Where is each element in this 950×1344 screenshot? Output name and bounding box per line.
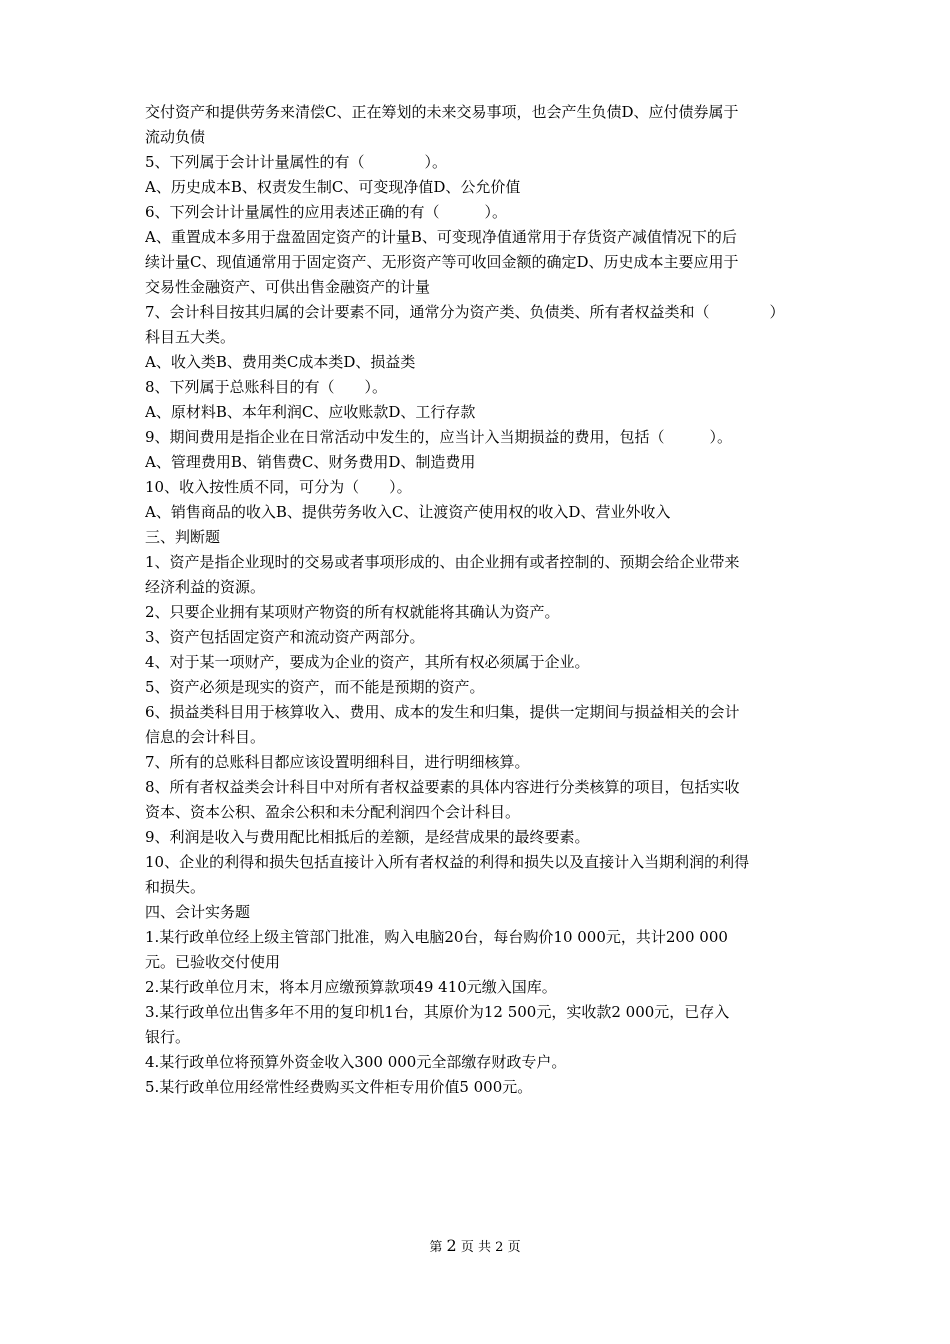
text-line: 1.某行政单位经上级主管部门批准，购入电脑20台，每台购价10 000元，共计200 000 (145, 928, 728, 946)
text-line: 5、下列属于会计计量属性的有（ ）。 (145, 153, 448, 171)
text-line: 5.某行政单位用经常性经费购买文件柜专用价值5 000元。 (145, 1078, 533, 1096)
text-line: A、管理费用B、销售费C、财务费用D、制造费用 (145, 453, 476, 471)
text-line: 3.某行政单位出售多年不用的复印机1台，其原价为12 500元，实收款2 000元，已存入 (145, 1003, 730, 1021)
text-line: 10、企业的利得和损失包括直接计入所有者权益的利得和损失以及直接计入当期利润的利得 (145, 853, 750, 871)
text-line: 7、所有的总账科目都应该设置明细科目，进行明细核算。 (145, 753, 530, 771)
text-line: 8、下列属于总账科目的有（ ）。 (145, 378, 388, 396)
text-line: 9、利润是收入与费用配比相抵后的差额，是经营成果的最终要素。 (145, 828, 590, 846)
footer-prefix: 第 (429, 1240, 443, 1255)
text-line: A、销售商品的收入B、提供劳务收入C、让渡资产使用权的收入D、营业外收入 (145, 503, 671, 521)
text-line: 1、资产是指企业现时的交易或者事项形成的、由企业拥有或者控制的、预期会给企业带来 (145, 553, 740, 571)
text-line: 3、资产包括固定资产和流动资产两部分。 (145, 628, 425, 646)
text-line: A、历史成本B、权责发生制C、可变现净值D、公允价值 (145, 178, 521, 196)
text-line: A、原材料B、本年利润C、应收账款D、工行存款 (145, 403, 476, 421)
text-line: 流动负债 (145, 128, 206, 146)
text-line: 科目五大类。 (145, 328, 236, 346)
text-line: 经济利益的资源。 (145, 578, 266, 596)
text-line: 信息的会计科目。 (145, 728, 266, 746)
text-line: 2.某行政单位月末，将本月应缴预算款项49 410元缴入国库。 (145, 978, 557, 996)
text-line: 4、对于某一项财产，要成为企业的资产，其所有权必须属于企业。 (145, 653, 590, 671)
text-line: 9、期间费用是指企业在日常活动中发生的，应当计入当期损益的费用，包括（ ）。 (145, 428, 733, 446)
text-line: 交易性金融资产、可供出售金融资产的计量 (145, 278, 431, 296)
text-line: 资本、资本公积、盈余公积和未分配利润四个会计科目。 (145, 803, 521, 821)
text-line: 4.某行政单位将预算外资金收入300 000元全部缴存财政专户。 (145, 1053, 567, 1071)
text-line: 7、会计科目按其归属的会计要素不同，通常分为资产类、负债类、所有者权益类和（ ） (145, 303, 785, 321)
text-line: 6、损益类科目用于核算收入、费用、成本的发生和归集，提供一定期间与损益相关的会计 (145, 703, 740, 721)
text-line: 三、判断题 (145, 528, 221, 546)
text-line: 2、只要企业拥有某项财产物资的所有权就能将其确认为资产。 (145, 603, 560, 621)
footer-suffix: 页 (507, 1240, 521, 1255)
text-line: 8、所有者权益类会计科目中对所有者权益要素的具体内容进行分类核算的项目，包括实收 (145, 778, 740, 796)
text-line: A、收入类B、费用类C成本类D、损益类 (145, 353, 416, 371)
text-line: A、重置成本多用于盘盈固定资产的计量B、可变现净值通常用于存货资产减值情况下的后 (145, 228, 737, 246)
document-body (145, 100, 810, 1100)
text-line: 元。已验收交付使用 (145, 953, 281, 971)
page-footer (0, 1236, 950, 1258)
text-line: 10、收入按性质不同，可分为（ ）。 (145, 478, 412, 496)
text-line: 和损失。 (145, 878, 206, 896)
footer-total-pages: 2 (495, 1240, 504, 1255)
text-line: 5、资产必须是现实的资产，而不能是预期的资产。 (145, 678, 485, 696)
text-line: 银行。 (145, 1028, 191, 1046)
text-line: 四、会计实务题 (145, 903, 251, 921)
text-line: 交付资产和提供劳务来清偿C、正在筹划的未来交易事项，也会产生负债D、应付债券属于 (145, 103, 739, 121)
footer-middle: 页 共 (460, 1240, 492, 1255)
text-line: 6、下列会计计量属性的应用表述正确的有（ ）。 (145, 203, 508, 221)
text-line: 续计量C、现值通常用于固定资产、无形资产等可收回金额的确定D、历史成本主要应用于 (145, 253, 739, 271)
footer-page-number: 2 (446, 1236, 457, 1255)
